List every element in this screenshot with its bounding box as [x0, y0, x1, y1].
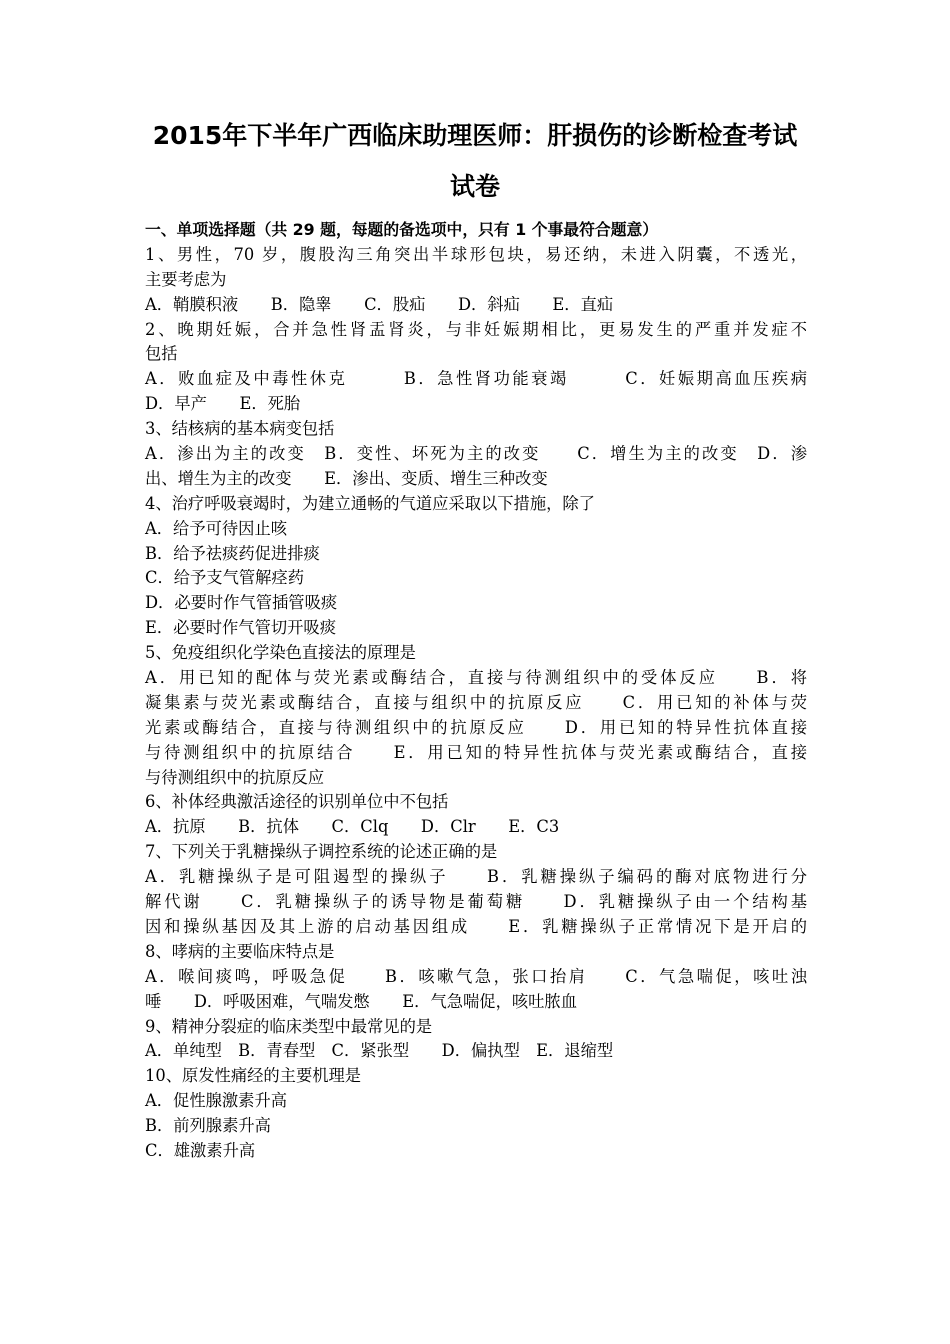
text-line: 光素或酶结合，直接与待测组织中的抗原反应 D．用已知的特异性抗体直接	[145, 717, 807, 737]
text-line: A．鞘膜积液 B．隐睾 C．股疝 D．斜疝 E．直疝	[145, 294, 614, 314]
text-line: 唾 D．呼吸困难，气喘发憋 E．气急喘促，咳吐脓血	[145, 991, 577, 1011]
text-line: 与待测组织中的抗原结合 E．用已知的特异性抗体与荧光素或酶结合，直接	[145, 742, 807, 762]
text-line: 4、治疗呼吸衰竭时，为建立通畅的气道应采取以下措施，除了	[145, 493, 595, 513]
text-line: A．喉间痰鸣，呼吸急促 B．咳嗽气急，张口抬肩 C．气急喘促，咳吐浊	[145, 966, 807, 986]
text-line: 9、精神分裂症的临床类型中最常见的是	[145, 1016, 433, 1036]
text-line: A．用已知的配体与荧光素或酶结合，直接与待测组织中的受体反应 B．将	[145, 668, 807, 688]
text-line: 与待测组织中的抗原反应	[145, 767, 325, 787]
text-line: 解代谢 C．乳糖操纵子的诱导物是葡萄糖 D．乳糖操纵子由一个结构基	[145, 892, 807, 912]
text-line: A．乳糖操纵子是可阻遏型的操纵子 B．乳糖操纵子编码的酶对底物进行分	[145, 867, 807, 887]
text-line: 3、结核病的基本病变包括	[145, 419, 335, 439]
text-line: 因和操纵基因及其上游的启动基因组成 E．乳糖操纵子正常情况下是开启的	[145, 916, 807, 936]
text-line: B．前列腺素升高	[145, 1116, 271, 1136]
text-line: 主要考虑为	[145, 269, 227, 289]
document-title-line-1: 2015年下半年广西临床助理医师：肝损伤的诊断检查考试	[152, 121, 798, 150]
text-line: 10、原发性痛经的主要机理是	[145, 1066, 362, 1086]
document-body	[145, 218, 807, 1164]
text-line: C．雄激素升高	[145, 1140, 256, 1160]
text-line: 8、哮病的主要临床特点是	[145, 941, 335, 961]
text-line: D．必要时作气管插管吸痰	[145, 593, 338, 613]
text-line: 2、晚期妊娠，合并急性肾盂肾炎，与非妊娠期相比，更易发生的严重并发症不	[145, 319, 807, 339]
text-line: 1、男性，70 岁，腹股沟三角突出半球形包块，易还纳，未进入阴囊，不透光，	[145, 244, 807, 264]
text-line: B．给予祛痰药促进排痰	[145, 543, 320, 563]
text-line: 5、免疫组织化学染色直接法的原理是	[145, 643, 416, 663]
text-line: A．给予可待因止咳	[145, 518, 288, 538]
section-heading: 一、单项选择题（共 29 题，每题的备选项中，只有 1 个事最符合题意）	[145, 220, 659, 239]
text-line: A．单纯型 B．青春型 C．紧张型 D．偏执型 E．退缩型	[145, 1041, 614, 1061]
text-line: A．渗出为主的改变 B．变性、坏死为主的改变 C．增生为主的改变 D．渗	[145, 444, 807, 464]
text-line: A．抗原 B．抗体 C．Clq D．Clr E．C3	[145, 817, 560, 837]
document-title-line-2: 试卷	[449, 172, 500, 201]
text-line: A．促性腺激素升高	[145, 1091, 288, 1111]
text-line: E．必要时作气管切开吸痰	[145, 618, 336, 638]
text-line: C．给予支气管解痉药	[145, 568, 304, 588]
text-line: 出、增生为主的改变 E．渗出、变质、增生三种改变	[145, 468, 548, 488]
text-line: D．早产 E．死胎	[145, 394, 301, 414]
text-line: 包括	[145, 344, 178, 364]
text-line: 6、补体经典激活途径的识别单位中不包括	[145, 792, 449, 812]
text-line: A．败血症及中毒性休克 B．急性肾功能衰竭 C．妊娠期高血压疾病	[145, 369, 807, 389]
text-line: 7、下列关于乳糖操纵子调控系统的论述正确的是	[145, 842, 498, 862]
text-line: 凝集素与荧光素或酶结合，直接与组织中的抗原反应 C．用已知的补体与荧	[145, 692, 807, 712]
